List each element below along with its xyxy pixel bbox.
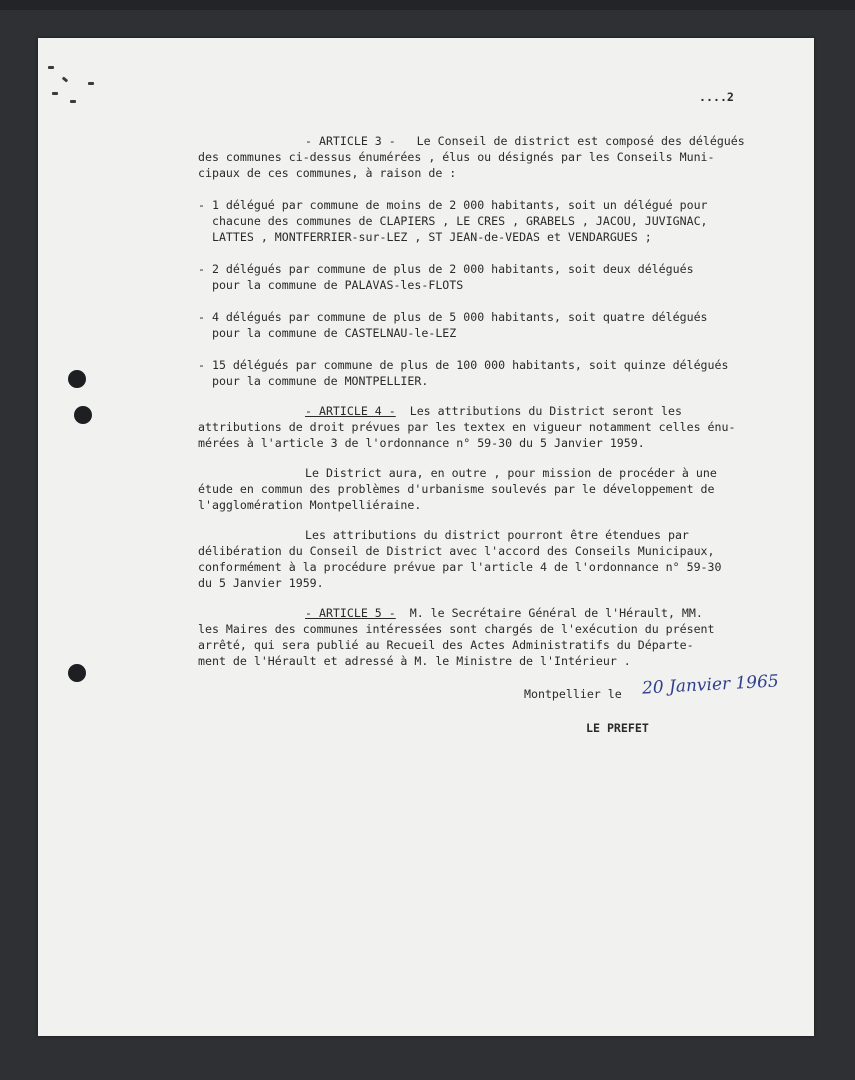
text-line: [198, 638, 694, 654]
line-text: Le District aura, en outre , pour mission de procéder à une: [305, 466, 717, 480]
staple-mark: [62, 76, 69, 82]
line-text: les Maires des communes intéressées sont chargés de l'exécution du présent: [198, 622, 715, 636]
line-text: des communes ci-dessus énumérées , élus ou désignés par les Conseils Muni-: [198, 150, 715, 164]
text-line: [198, 436, 645, 452]
line-text: l'agglomération Montpelliéraine.: [198, 498, 422, 512]
text-line: [305, 134, 745, 150]
line-text: Les attributions du District seront les: [395, 404, 682, 418]
article-heading: - ARTICLE 5 -: [305, 606, 396, 620]
text-line: [198, 150, 715, 166]
line-text: - 2 délégués par commune de plus de 2 000 habitants, soit deux délégués: [198, 262, 694, 276]
line-text: attributions de droit prévues par les textex en vigueur notamment celles énu-: [198, 420, 736, 434]
line-text: - 15 délégués par commune de plus de 100 000 habitants, soit quinze délégués: [198, 358, 729, 372]
document-page: [38, 38, 814, 1036]
text-line: [198, 420, 735, 436]
line-text: ment de l'Hérault et adressé à M. le Ministre de l'Intérieur .: [198, 654, 631, 668]
line-text: chacune des communes de CLAPIERS , LE CRES , GRABELS , JACOU, JUVIGNAC,: [198, 214, 708, 228]
staple-mark: [70, 100, 76, 103]
text-line: [198, 326, 456, 342]
text-line: [305, 466, 717, 482]
line-text: - ARTICLE 3 - Le Conseil de district est composé des délégués: [305, 134, 745, 148]
line-text: délibération du Conseil de District avec l'accord des Conseils Municipaux,: [198, 544, 715, 558]
text-line: [198, 622, 715, 638]
line-text: - 1 délégué par commune de moins de 2 000 habitants, soit un délégué pour: [198, 198, 708, 212]
staple-mark: [48, 66, 54, 69]
line-text: mérées à l'article 3 de l'ordonnance n° 59-30 du 5 Janvier 1959.: [198, 436, 645, 450]
text-line: [198, 358, 728, 374]
text-line: [305, 606, 703, 622]
line-text: M. le Secrétaire Général de l'Hérault, MM.: [395, 606, 703, 620]
text-line: [198, 230, 652, 246]
text-line: [198, 560, 722, 576]
line-text: pour la commune de MONTPELLIER.: [198, 374, 429, 388]
text-line: [305, 404, 682, 420]
line-text: Les attributions du district pourront être étendues par: [305, 528, 689, 542]
staple-mark: [88, 82, 94, 85]
page-number: ....2: [699, 90, 734, 104]
handwritten-date: 20 Janvier 1965: [641, 671, 780, 699]
line-text: étude en commun des problèmes d'urbanisme soulevés par le développement de: [198, 482, 715, 496]
line-text: pour la commune de CASTELNAU-le-LEZ: [198, 326, 457, 340]
text-line: [198, 262, 694, 278]
line-text: arrêté, qui sera publié au Recueil des Actes Administratifs du Départe-: [198, 638, 694, 652]
text-line: [198, 214, 708, 230]
signature-place-date: Montpellier le: [524, 687, 622, 701]
text-line: [198, 654, 631, 670]
text-line: [198, 482, 715, 498]
line-text: LATTES , MONTFERRIER-sur-LEZ , ST JEAN-de-VEDAS et VENDARGUES ;: [198, 230, 652, 244]
text-line: [198, 498, 421, 514]
text-line: [198, 310, 708, 326]
text-line: [198, 374, 428, 390]
punch-hole: [74, 406, 92, 424]
text-line: [198, 198, 708, 214]
line-text: cipaux de ces communes, à raison de :: [198, 166, 457, 180]
line-text: pour la commune de PALAVAS-les-FLOTS: [198, 278, 464, 292]
text-line: [198, 166, 456, 182]
article-heading: - ARTICLE 4 -: [305, 404, 396, 418]
scan-top-border: [0, 0, 855, 10]
punch-hole: [68, 370, 86, 388]
text-line: [198, 544, 715, 560]
text-line: [198, 576, 324, 592]
line-text: du 5 Janvier 1959.: [198, 576, 324, 590]
staple-mark: [52, 92, 58, 95]
punch-hole: [68, 664, 86, 682]
signatory: LE PREFET: [586, 721, 649, 735]
text-line: [198, 278, 463, 294]
text-line: [305, 528, 689, 544]
line-text: - 4 délégués par commune de plus de 5 000 habitants, soit quatre délégués: [198, 310, 708, 324]
line-text: conformément à la procédure prévue par l'article 4 de l'ordonnance n° 59-30: [198, 560, 722, 574]
